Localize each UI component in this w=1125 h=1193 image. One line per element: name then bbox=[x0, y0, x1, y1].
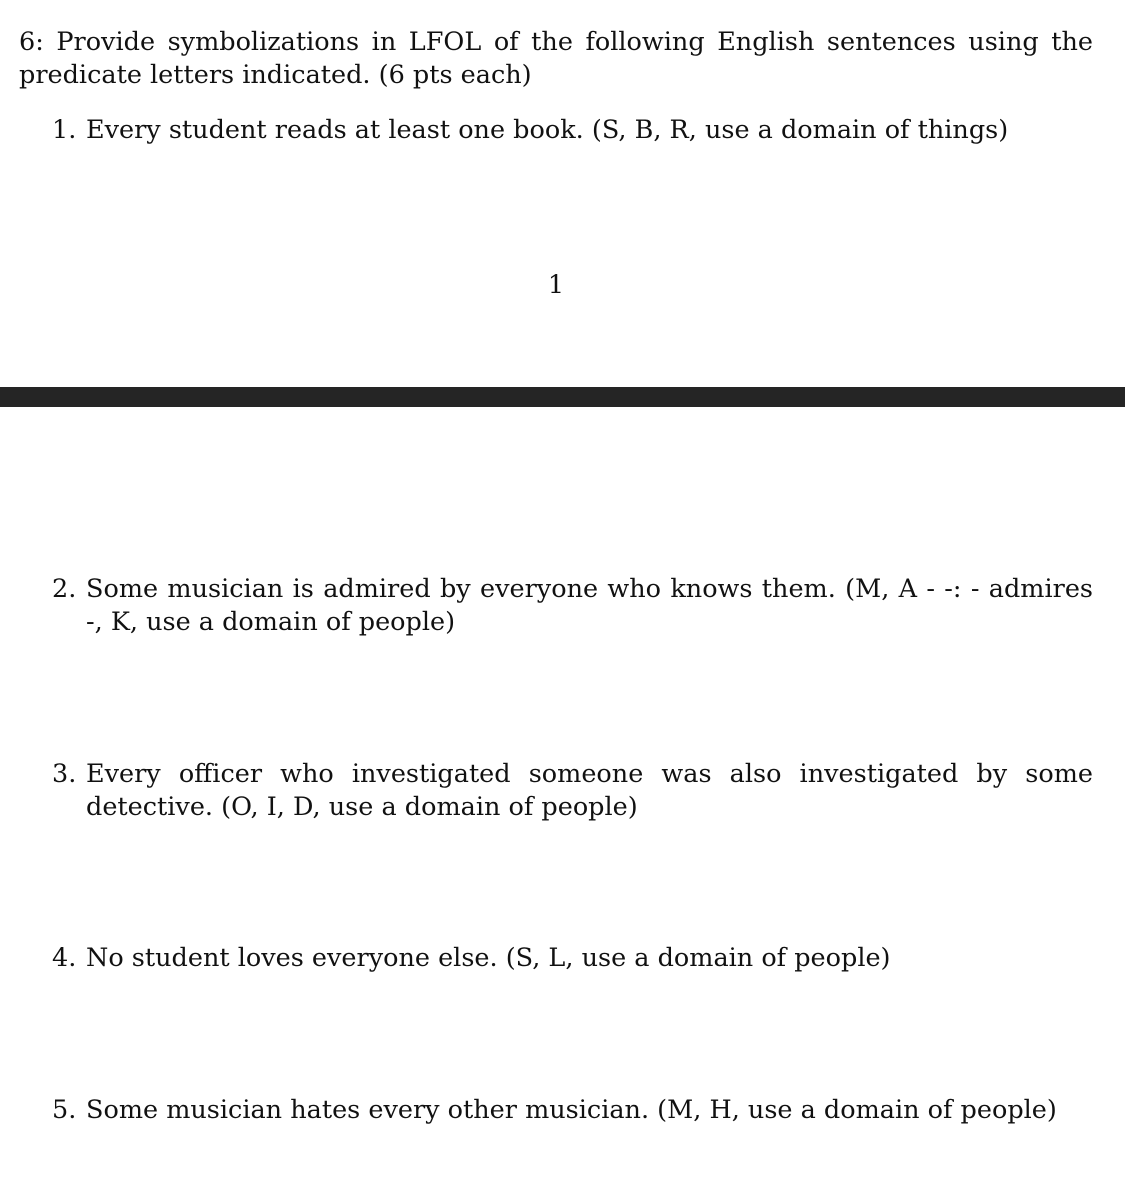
item-number: 4. bbox=[52, 943, 77, 973]
item-text: Some musician is admired by everyone who knows them. (M, A - -: - admires -, K, use a domain of people) bbox=[86, 574, 1093, 637]
question-item-5 bbox=[52, 1094, 1093, 1127]
question-item-1 bbox=[52, 114, 1093, 147]
item-number: 5. bbox=[52, 1095, 77, 1125]
page-separator bbox=[0, 387, 1125, 407]
question-heading: 6: Provide symbolizations in LFOL of the following English sentences using the predicate letters indicated. (6 pts each) bbox=[19, 27, 1093, 90]
question-item-4 bbox=[52, 942, 1093, 975]
question-item-2 bbox=[52, 573, 1093, 639]
item-text: Every student reads at least one book. (S, B, R, use a domain of things) bbox=[86, 115, 1009, 145]
page-bottom bbox=[0, 407, 1125, 1193]
item-text: No student loves everyone else. (S, L, use a domain of people) bbox=[86, 943, 891, 973]
question-item-3 bbox=[52, 758, 1093, 824]
page-top bbox=[0, 0, 1125, 387]
item-number: 3. bbox=[52, 759, 77, 789]
item-text: Every officer who investigated someone was also investigated by some detective. (O, I, D, use a domain of people) bbox=[86, 759, 1093, 822]
page-number: 1 bbox=[547, 270, 565, 300]
item-number: 1. bbox=[52, 115, 77, 145]
item-number: 2. bbox=[52, 574, 77, 604]
item-text: Some musician hates every other musician. (M, H, use a domain of people) bbox=[86, 1095, 1057, 1125]
